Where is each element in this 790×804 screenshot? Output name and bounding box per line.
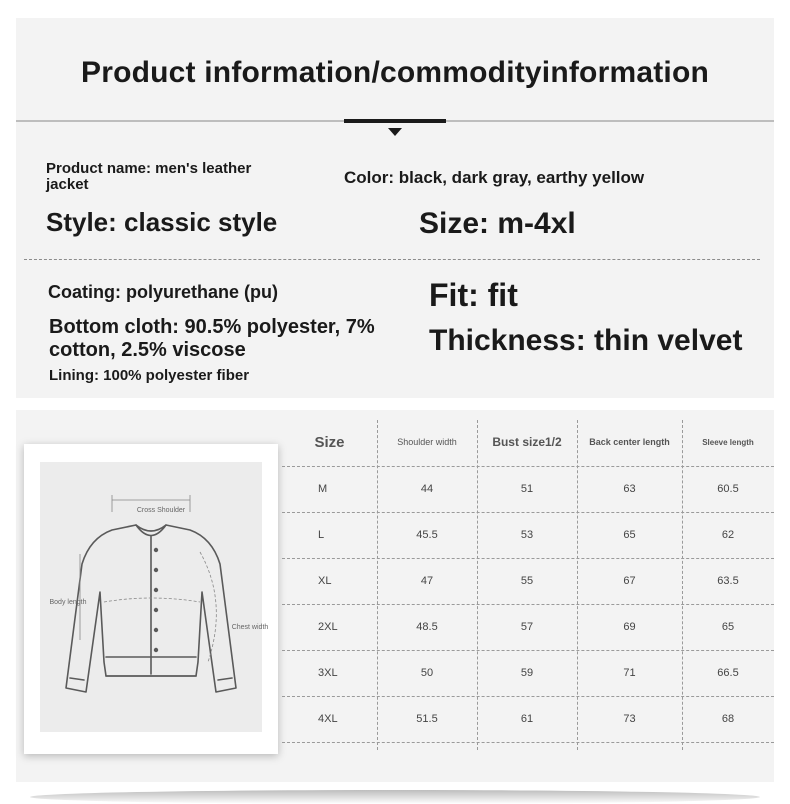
shoulder-width-cell: 45.5: [416, 529, 438, 541]
back-center-length-cell: 73: [623, 713, 636, 725]
size-cell: L: [318, 529, 325, 541]
back-center-length-cell: 67: [623, 575, 636, 587]
jacket-diagram: [40, 462, 269, 732]
bust-size-cell: 55: [520, 575, 534, 587]
bust-size-header: Bust size1/2: [492, 435, 562, 449]
spec-color: Color: black, dark gray, earthy yellow: [344, 168, 645, 187]
caret-down-icon: [388, 128, 402, 136]
back-center-length-header: Back center length: [589, 437, 670, 447]
size-header: Size: [314, 433, 345, 451]
sleeve-length-header: Sleeve length: [702, 437, 754, 447]
shoulder-width-cell: 48.5: [416, 621, 438, 633]
page-title: Product information/commodityinformation: [81, 56, 709, 89]
bust-size-cell: 59: [520, 667, 534, 679]
cross-shoulder-label: Cross Shoulder: [136, 507, 186, 514]
sleeve-length-cell: 66.5: [717, 667, 739, 679]
back-center-length-cell: 63: [623, 483, 636, 495]
body-length-label: Body length: [49, 599, 87, 606]
sleeve-length-cell: 65: [721, 621, 735, 633]
spec-divider: [24, 259, 760, 260]
spec-thickness: Thickness: thin velvet: [429, 324, 743, 357]
bust-size-cell: 51: [520, 483, 534, 495]
sleeve-length-cell: 68: [721, 713, 735, 725]
shoulder-width-header: Shoulder width: [397, 437, 457, 447]
sleeve-arrow: [200, 552, 216, 662]
jacket-cuffs: [70, 678, 232, 680]
spec-coating: Coating: polyurethane (pu): [48, 282, 278, 302]
spec-lining: Lining: 100% polyester fiber: [49, 367, 250, 384]
shoulder-width-cell: 51.5: [416, 713, 438, 725]
shoulder-width-cell: 47: [420, 575, 434, 587]
bust-size-cell: 57: [520, 621, 534, 633]
size-cell: 2XL: [318, 621, 338, 633]
spec-product-name: Product name: men's leather jacket: [46, 160, 252, 193]
sleeve-length-cell: 60.5: [717, 483, 739, 495]
size-table: [282, 418, 774, 762]
shoulder-width-cell: 44: [420, 483, 434, 495]
bottom-shadow: [30, 790, 760, 804]
size-cell: M: [318, 483, 328, 495]
size-cell: 4XL: [318, 713, 338, 725]
spec-bottom-cloth: Bottom cloth: 90.5% polyester, 7% cotton, 2.5% viscose: [49, 316, 375, 361]
bust-size-cell: 61: [520, 713, 534, 725]
chest-width-arrow: [104, 598, 200, 602]
bust-size-cell: 53: [520, 529, 534, 541]
size-cell: XL: [318, 575, 332, 587]
shoulder-width-cell: 50: [420, 667, 434, 679]
back-center-length-cell: 65: [623, 529, 636, 541]
title-divider-accent: [344, 119, 446, 123]
spec-fit: Fit: fit: [429, 277, 518, 313]
spec-size: Size: m-4xl: [419, 207, 576, 240]
spec-style: Style: classic style: [46, 207, 278, 237]
row-divider: [282, 742, 774, 743]
sleeve-length-cell: 63.5: [717, 575, 739, 587]
back-center-length-cell: 71: [623, 667, 636, 679]
chest-width-label: Chest width: [231, 624, 269, 631]
size-cell: 3XL: [318, 667, 338, 679]
sleeve-length-cell: 62: [721, 529, 735, 541]
back-center-length-cell: 69: [623, 621, 636, 633]
